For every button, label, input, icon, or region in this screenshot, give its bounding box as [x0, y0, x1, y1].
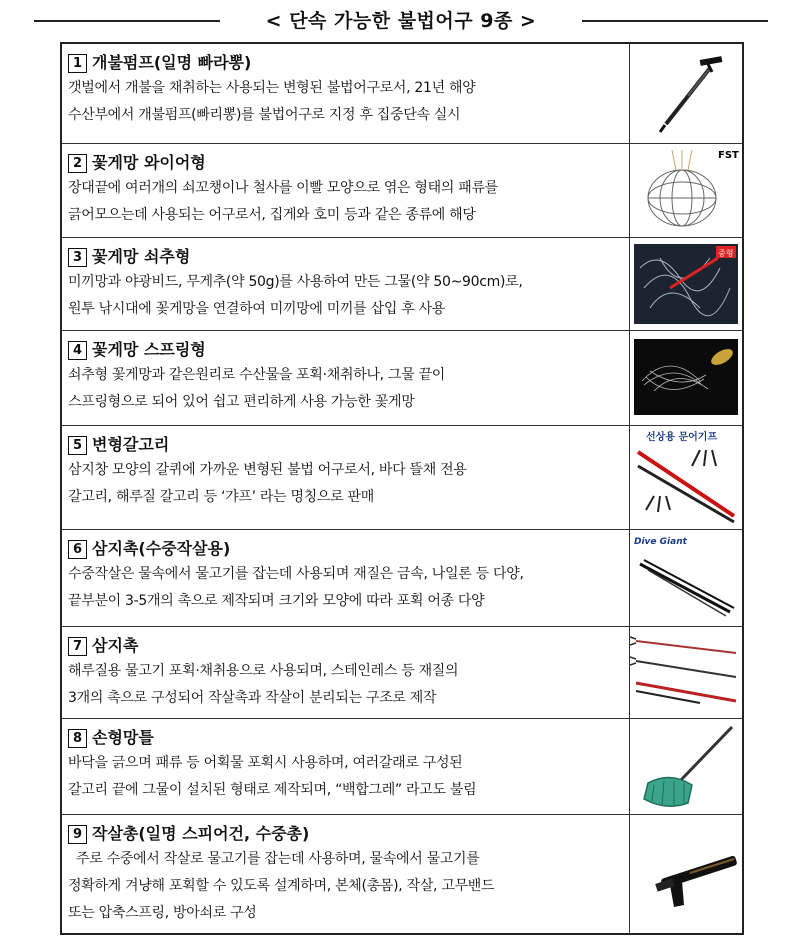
image-tag-text: 중형: [718, 249, 734, 258]
spear-gun-image: [630, 815, 742, 933]
hand-net-frame-image: [630, 719, 742, 814]
item-name: 꽃게망 와이어형: [92, 153, 206, 172]
table-row: [62, 426, 742, 530]
table-row: [62, 530, 742, 627]
weight-net-image: [630, 238, 742, 330]
item-heading: [68, 434, 623, 456]
item-name: 꽃게망 쇠추형: [92, 247, 191, 266]
item-heading: [68, 339, 623, 361]
table-row: [62, 331, 742, 426]
row-text-cell: [62, 719, 630, 814]
item-name: 개불펌프(일명 빠라뽕): [92, 53, 252, 72]
title-rule-right: [582, 20, 768, 22]
item-desc-line: 수중작살은 물속에서 물고기를 잡는데 사용되며 재질은 금속, 나일론 등 다양,: [68, 566, 524, 582]
item-desc-line: 스프링형으로 되어 있어 쉽고 편리하게 사용 가능한 꽃게망: [68, 394, 415, 410]
item-name: 변형갈고리: [92, 435, 170, 454]
page-title: < 단속 가능한 불법어구 9종 >: [265, 10, 537, 32]
item-number: 3: [68, 248, 87, 267]
image-logo-text: Dive Giant: [634, 537, 687, 547]
item-desc-line: 수산부에서 개불펌프(빠리뽕)를 불법어구로 지정 후 집중단속 실시: [68, 107, 461, 123]
item-number: 4: [68, 341, 87, 360]
table-row: [62, 627, 742, 719]
item-heading: [68, 727, 623, 749]
item-desc-line: 주로 수중에서 작살로 물고기를 잡는데 사용하며, 물속에서 물고기를: [76, 851, 480, 867]
item-heading: [68, 152, 623, 174]
item-number: 9: [68, 825, 87, 844]
row-text-cell: [62, 627, 630, 718]
trident-image: [630, 627, 742, 718]
image-label-text: 선상용 문어기프: [646, 432, 718, 443]
item-desc-line: 장대끝에 여러개의 쇠꼬챙이나 철사를 이빨 모양으로 엮은 형태의 패류를: [68, 180, 498, 196]
table-row: [62, 44, 742, 144]
item-desc-line: 쇠추형 꽃게망과 같은원리로 수산물을 포획·채취하나, 그물 끝이: [68, 367, 446, 383]
image-logo-text: FST: [718, 150, 739, 161]
item-desc-line: 원투 낚시대에 꽃게망을 연결하여 미끼망에 미끼를 삽입 후 사용: [68, 301, 446, 317]
item-desc-line: 삼지창 모양의 갈퀴에 가까운 변형된 불법 어구로서, 바다 뜰채 전용: [68, 462, 467, 478]
item-heading: [68, 823, 623, 845]
item-desc-line: 미끼망과 야광비드, 무게추(약 50g)를 사용하여 만든 그물(약 50~90cm)로,: [68, 274, 523, 290]
item-number: 8: [68, 729, 87, 748]
row-text-cell: [62, 238, 630, 330]
item-desc-line: 3개의 촉으로 구성되어 작살촉과 작살이 분리되는 구조로 제작: [68, 690, 437, 706]
item-number: 6: [68, 540, 87, 559]
item-desc-line: 갯벌에서 개불을 채취하는 사용되는 변형된 불법어구로서, 21년 해양: [68, 80, 476, 96]
row-text-cell: [62, 331, 630, 425]
item-desc-line: 긁어모으는데 사용되는 어구로서, 집게와 호미 등과 같은 종류에 해당: [68, 207, 476, 223]
item-desc-line: 바닥을 긁으며 패류 등 어획물 포획시 사용하며, 여러갈래로 구성된: [68, 755, 463, 771]
item-number: 7: [68, 637, 87, 656]
title-row: [0, 0, 800, 40]
item-heading: [68, 246, 623, 268]
gear-table: [60, 42, 744, 935]
item-name: 손형망틀: [92, 728, 154, 747]
table-row: [62, 815, 742, 933]
row-text-cell: [62, 44, 630, 143]
item-heading: [68, 52, 623, 74]
item-desc-line: 갈고리 끝에 그물이 설치된 형태로 제작되며, “백합그레” 라고도 불림: [68, 782, 477, 798]
table-row: [62, 144, 742, 238]
gaff-hook-image: [630, 426, 742, 529]
item-desc-line: 정확하게 겨냥해 포획할 수 있도록 설계하며, 본체(총몸), 작살, 고무밴드: [68, 878, 495, 894]
row-text-cell: [62, 815, 630, 933]
row-text-cell: [62, 144, 630, 237]
item-name: 삼지촉(수중작살용): [92, 539, 231, 558]
item-desc-line: 해루질용 물고기 포획·채취용으로 사용되며, 스테인레스 등 재질의: [68, 663, 459, 679]
row-text-cell: [62, 530, 630, 626]
item-name: 삼지촉: [92, 636, 139, 655]
item-desc-line: 갈고리, 해루질 갈고리 등 ‘갸프’ 라는 명칭으로 판매: [68, 489, 374, 505]
table-row: [62, 238, 742, 331]
pump-tool-image: [630, 44, 742, 143]
item-number: 2: [68, 154, 87, 173]
table-row: [62, 719, 742, 815]
row-text-cell: [62, 426, 630, 529]
item-desc-line: 끝부분이 3-5개의 촉으로 제작되며 크기와 모양에 따라 포획 어종 다양: [68, 593, 485, 609]
item-name: 작살총(일명 스피어건, 수중총): [92, 824, 310, 843]
item-name: 꽃게망 스프링형: [92, 340, 206, 359]
item-desc-line: 또는 압축스프링, 방아쇠로 구성: [68, 905, 257, 921]
item-heading: [68, 538, 623, 560]
spring-net-image: [630, 331, 742, 425]
item-number: 1: [68, 54, 87, 73]
item-heading: [68, 635, 623, 657]
wire-net-image: [630, 144, 742, 237]
title-rule-left: [34, 20, 220, 22]
item-number: 5: [68, 436, 87, 455]
spear-tip-image: [630, 530, 742, 626]
